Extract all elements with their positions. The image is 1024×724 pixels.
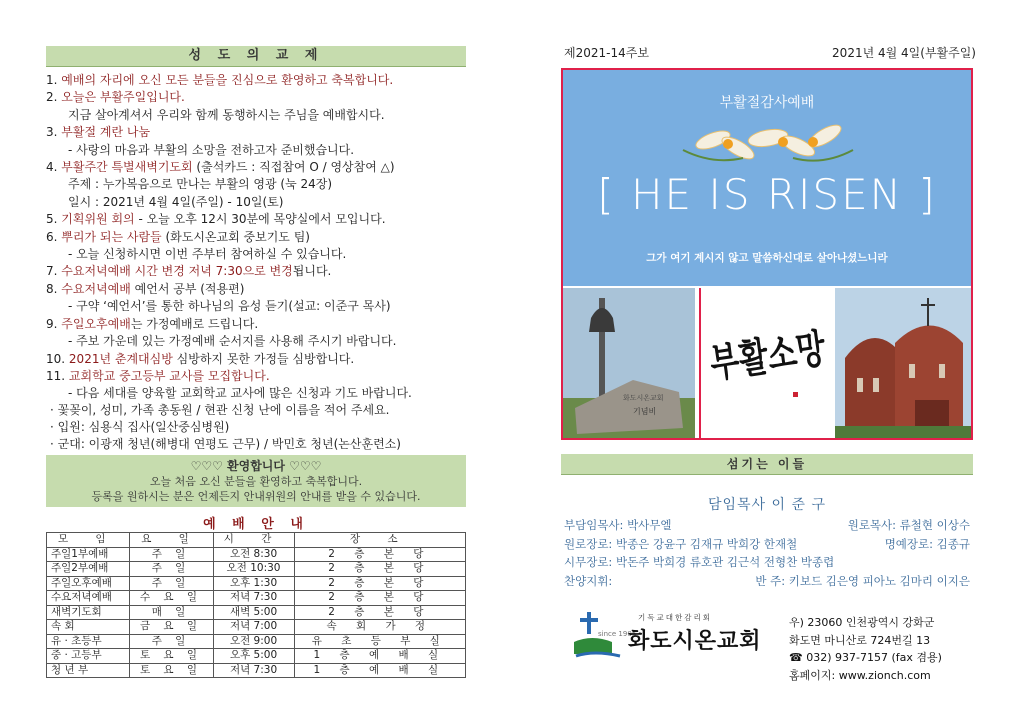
announcement-line xyxy=(46,246,476,263)
bullet-flowers: · 꽃꽂이, 성미, 가족 총동원 / 현관 신청 난에 이름을 적어 주세요. xyxy=(50,403,390,417)
church-address xyxy=(789,614,942,684)
header-time: 시 간 xyxy=(213,533,294,548)
staff-row xyxy=(564,516,974,535)
announcement-number: 7. xyxy=(46,264,58,279)
announcement-number: 8. xyxy=(46,281,58,296)
service-name: 유 · 초등부 xyxy=(47,634,130,649)
announcement-text: 주제 : 누가복음으로 만나는 부활의 영광 (눅 24장) xyxy=(68,177,333,192)
service-place: 2 층 본 당 xyxy=(294,562,465,577)
announcement-text: (출석카드 : 직접참여 O / 영상참여 △) xyxy=(192,160,395,175)
table-row xyxy=(47,634,466,649)
announcement-number: 2. xyxy=(46,90,58,105)
service-schedule-table xyxy=(46,532,466,678)
banner-verse: 그가 여기 계시지 않고 말씀하신대로 살아나셨느니라 xyxy=(646,252,888,264)
announcement-line xyxy=(46,89,476,106)
service-time: 오전 9:00 xyxy=(213,634,294,649)
service-name: 청 년 부 xyxy=(47,663,130,678)
announcement-line xyxy=(46,107,476,124)
service-place: 유 초 등 부 실 xyxy=(294,634,465,649)
announcement-text: - 다음 세대를 양육할 교회학교 교사에 많은 신청과 기도 바랍니다. xyxy=(68,386,412,401)
announcement-highlight: 2021년 춘계대심방 xyxy=(68,351,173,366)
denomination: 기독교대한감리회 xyxy=(638,613,712,622)
announcement-line xyxy=(46,351,476,368)
announcement-text: 일시 : 2021년 4월 4일(주일) - 10일(토) xyxy=(68,194,284,209)
service-time: 저녁 7:30 xyxy=(213,591,294,606)
service-time: 저녁 7:30 xyxy=(213,663,294,678)
staff-right: 명예장로: 김종규 xyxy=(884,536,970,551)
staff-row xyxy=(564,535,974,554)
service-day: 주 일 xyxy=(129,634,213,649)
church-name: 화도시온교회 xyxy=(628,629,762,654)
service-name: 새벽기도회 xyxy=(47,605,130,620)
announcement-number: 11. xyxy=(46,368,66,383)
church-logo-icon xyxy=(572,612,624,666)
service-day: 매 일 xyxy=(129,605,213,620)
service-time: 오후 5:00 xyxy=(213,649,294,664)
senior-pastor: 담임목사 이 준 구 xyxy=(707,497,827,513)
staff-left: 부담임목사: 박사무엘 xyxy=(564,518,672,532)
announcement-number: 9. xyxy=(46,316,58,331)
banner-title: 부활절감사예배 xyxy=(719,95,815,111)
servers-heading: 섬기는 이들 xyxy=(561,454,973,475)
address-line-1: 우) 23060 인천광역시 강화군 xyxy=(789,616,935,629)
announcement-number: 1. xyxy=(46,73,58,87)
staff-left: 시무장로: 박돈주 박희경 류호관 김근석 전형찬 박종렵 xyxy=(564,555,835,570)
welcome-title: ♡♡♡ 환영합니다 ♡♡♡ xyxy=(190,459,322,473)
service-place: 1 층 예 배 실 xyxy=(294,649,465,664)
announcement-number: 4. xyxy=(46,160,58,175)
service-name: 속 회 xyxy=(47,620,130,635)
announcement-line xyxy=(46,281,476,298)
staff-right: 원로목사: 류철현 이상수 xyxy=(847,518,970,532)
service-time: 오전 8:30 xyxy=(213,547,294,562)
staff-left: 원로장로: 박종은 강윤구 김재규 박희강 한재철 xyxy=(564,536,798,551)
announcements-list xyxy=(46,72,476,403)
announcement-highlight: 부활절 계란 나눔 xyxy=(61,125,151,140)
bullet-military: · 군대: 이광재 청년(해병대 연평도 근무) / 박민호 청년(논산훈련소) xyxy=(50,437,401,451)
homepage-link[interactable]: 홈페이지: www.zionch.com xyxy=(789,668,931,682)
fellowship-heading: 성 도 의 교 제 xyxy=(46,46,466,67)
table-row xyxy=(47,562,466,577)
service-place: 2 층 본 당 xyxy=(294,576,465,591)
service-place: 2 층 본 당 xyxy=(294,547,465,562)
announcement-text: 예언서 공부 (적용편) xyxy=(130,281,245,296)
service-time: 새벽 5:00 xyxy=(213,605,294,620)
announcement-highlight: 기획위원 회의 xyxy=(61,212,135,227)
announcement-number: 6. xyxy=(46,229,58,244)
table-row xyxy=(47,620,466,635)
service-day: 주 일 xyxy=(129,576,213,591)
announcement-highlight: 부활주간 특별새벽기도회 xyxy=(61,160,193,175)
announcement-line xyxy=(46,298,476,315)
announcement-highlight: 주일오후예배 xyxy=(61,316,131,331)
table-row xyxy=(47,547,466,562)
announcement-text: (화도시온교회 중보기도 팀) xyxy=(161,229,310,244)
service-name: 주일2부예배 xyxy=(47,562,130,577)
service-name: 중 · 고등부 xyxy=(47,649,130,664)
announcement-text: - 주보 가운데 있는 가정예배 순서지를 사용해 주시기 바랍니다. xyxy=(68,334,397,349)
service-day: 주 일 xyxy=(129,547,213,562)
service-day: 토 요 일 xyxy=(129,663,213,678)
table-row xyxy=(47,591,466,606)
announcement-highlight: 예배의 자리에 오신 모든 분들을 진심으로 환영하고 축복합니다. xyxy=(61,73,394,87)
banner-he-is-risen: [ HE IS RISEN ] xyxy=(597,170,937,219)
since-label: since 1905 xyxy=(598,630,637,638)
announcement-line xyxy=(46,211,476,228)
announcement-text: - 사랑의 마음과 부활의 소망을 전하고자 준비했습니다. xyxy=(68,142,355,157)
header-day: 요 일 xyxy=(129,533,213,548)
welcome-line-1: 오늘 처음 오신 분들을 환영하고 축복합니다. xyxy=(149,475,363,488)
service-place: 1 층 예 배 실 xyxy=(294,663,465,678)
announcement-line xyxy=(46,142,476,159)
announcement-line xyxy=(46,159,476,176)
announcement-text: - 오늘 오후 12시 30분에 목양실에서 모입니다. xyxy=(134,212,386,227)
table-row xyxy=(47,576,466,591)
header-place: 장 소 xyxy=(294,533,465,548)
announcement-text: 는 가정예배로 드립니다. xyxy=(130,316,259,331)
announcement-line xyxy=(46,124,476,141)
announcement-line xyxy=(46,194,476,211)
service-day: 수 요 일 xyxy=(129,591,213,606)
announcement-highlight: 수요저녁예배 xyxy=(61,281,131,296)
announcement-line xyxy=(46,385,476,402)
announcement-text: 지금 살아계셔서 우리와 함께 동행하시는 주님을 예배합시다. xyxy=(68,107,385,122)
staff-list xyxy=(564,516,974,590)
service-place: 2 층 본 당 xyxy=(294,591,465,606)
announcement-highlight: 수요저녁예배 시간 변경 저녁 7:30으로 변경 xyxy=(61,264,293,279)
phone-line: ☎ 032) 937-7157 (fax 겸용) xyxy=(789,651,942,664)
announcement-text: 심방하지 못한 가정들 심방합니다. xyxy=(172,351,355,366)
staff-row xyxy=(564,553,974,572)
staff-right: 반 주: 키보드 김은영 피아노 김마리 이지은 xyxy=(755,573,970,588)
prayer-bullets xyxy=(50,402,470,453)
announcement-highlight: 교회학교 중고등부 교사를 모집합니다. xyxy=(68,368,270,383)
calligraphy-text: 부활소망 xyxy=(707,325,829,388)
announcement-text: 됩니다. xyxy=(292,264,332,279)
announcement-line xyxy=(46,263,476,280)
service-guide-title: 예 배 안 내 xyxy=(203,517,309,532)
service-name: 수요저녁예배 xyxy=(47,591,130,606)
announcement-highlight: 오늘은 부활주일입니다. xyxy=(61,90,185,105)
service-time: 저녁 7:00 xyxy=(213,620,294,635)
announcement-line xyxy=(46,176,476,193)
header-meeting: 모 임 xyxy=(47,533,130,548)
announcement-line xyxy=(46,333,476,350)
issue-number: 제2021-14주보 xyxy=(564,46,649,60)
service-time: 오전 10:30 xyxy=(213,562,294,577)
table-row xyxy=(47,663,466,678)
service-day: 주 일 xyxy=(129,562,213,577)
table-header-row xyxy=(47,533,466,548)
announcement-highlight: 뿌리가 되는 사람들 xyxy=(61,229,162,244)
cover-frame xyxy=(561,68,973,440)
service-time: 오후 1:30 xyxy=(213,576,294,591)
announcement-number: 10. xyxy=(46,351,66,366)
service-place: 2 층 본 당 xyxy=(294,605,465,620)
service-name: 주일오후예배 xyxy=(47,576,130,591)
issue-date: 2021년 4월 4일(부활주일) xyxy=(832,46,976,60)
stone-text-2: 기념비 xyxy=(633,407,657,416)
service-day: 금 요 일 xyxy=(129,620,213,635)
service-place: 속 회 가 정 xyxy=(294,620,465,635)
announcement-line xyxy=(46,72,476,89)
staff-row xyxy=(564,572,974,591)
service-name: 주일1부예배 xyxy=(47,547,130,562)
announcement-text: - 구약 ‘예언서’를 통한 하나님의 음성 듣기(설교: 이준구 목사) xyxy=(68,299,391,314)
staff-left: 찬양지휘: xyxy=(564,573,613,588)
announcement-line xyxy=(46,316,476,333)
service-day: 토 요 일 xyxy=(129,649,213,664)
table-row xyxy=(47,649,466,664)
announcement-number: 5. xyxy=(46,212,58,227)
announcement-line xyxy=(46,229,476,246)
stone-text-1: 화도시온교회 xyxy=(623,394,664,402)
welcome-line-2: 등록을 원하시는 분은 언제든지 안내위원의 안내를 받을 수 있습니다. xyxy=(91,490,421,503)
address-line-2: 화도면 마니산로 724번길 13 xyxy=(789,633,931,647)
announcement-text: - 오늘 신청하시면 이번 주부터 참여하실 수 있습니다. xyxy=(68,247,347,262)
table-row xyxy=(47,605,466,620)
welcome-box xyxy=(46,455,466,507)
bullet-hospital: · 입원: 심용식 집사(일산중심병원) xyxy=(50,420,230,434)
announcement-number: 3. xyxy=(46,125,58,140)
announcement-line xyxy=(46,368,476,385)
